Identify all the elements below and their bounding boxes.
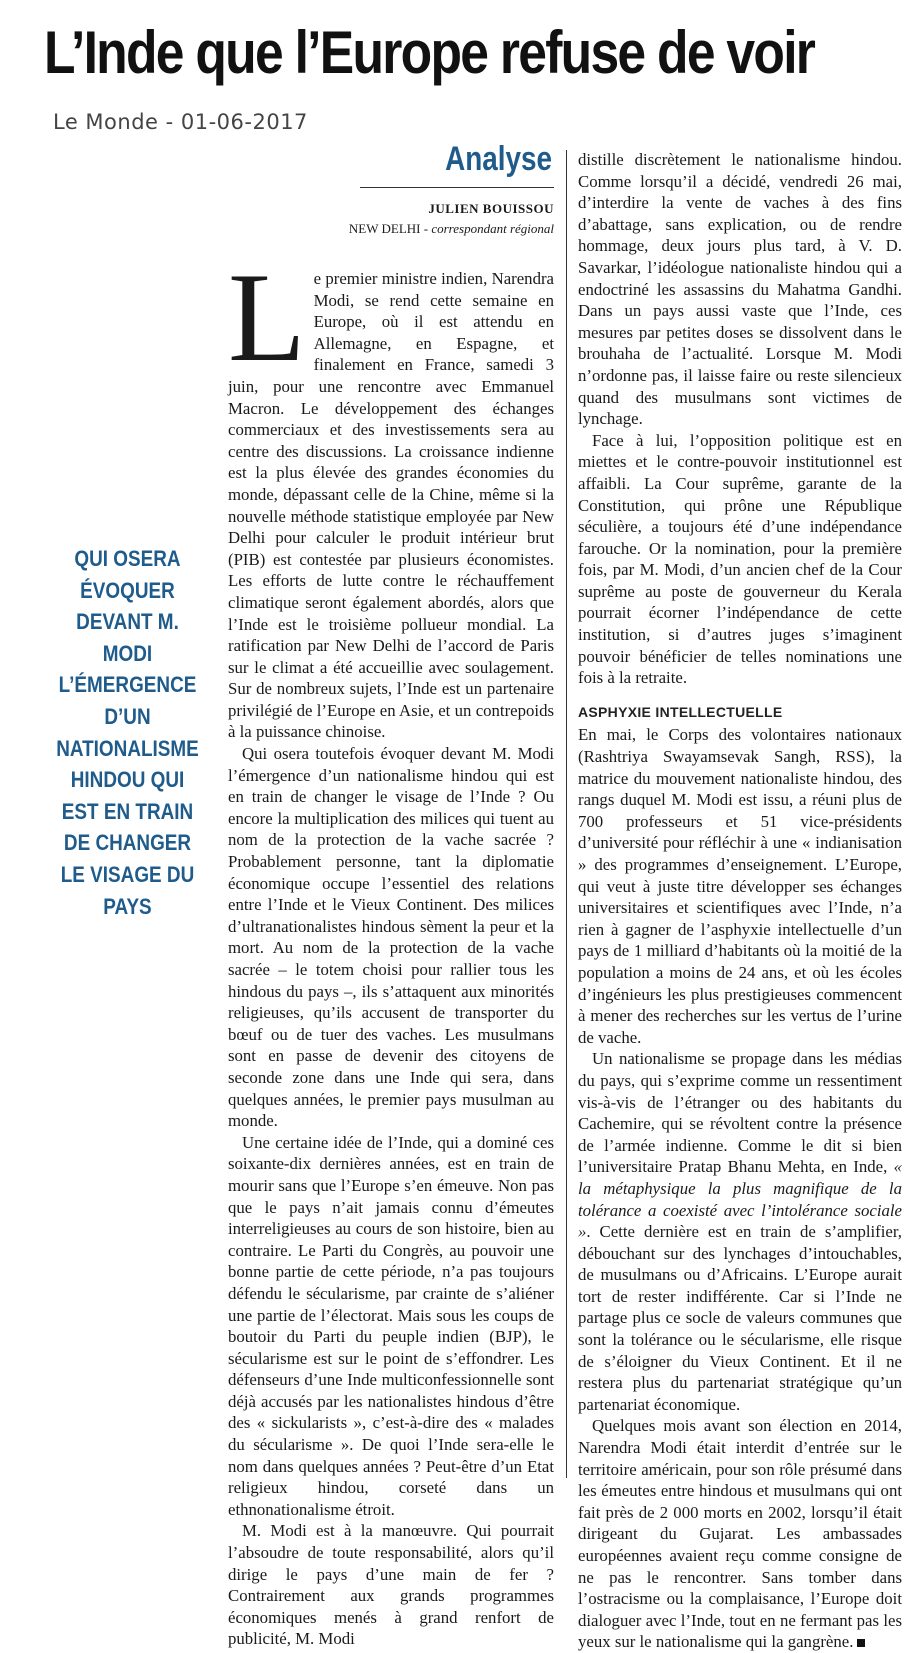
paragraph: distille discrètement le nationalisme hindou. Comme lorsqu’il a décidé, vendredi 26 mai, d’interdire la vente de vaches à des fins d’abattage, sans explication, ou de rendre hommage, deux jours plus tard, à V. D. Savarkar, l’idéologue nationaliste hindou qui a endoctriné les assassins du Mahatma Gandhi. Dans un pays aussi vaste que l’Inde, ces mesures par petites doses se dissolvent dans le brouhaha de l’actualité. Lorsque M. Modi n’ordonne pas, il laisse faire ou reste silencieux quand des musulmans sont victimes de lynchage. xyxy=(578,150,902,429)
dateline-role: correspondant régional xyxy=(431,221,554,236)
rubric-divider xyxy=(360,187,554,188)
paragraph: M. Modi est à la manœuvre. Qui pourrait l’absoudre de toute responsabilité, alors qu’il dirige le pays d’une main de fer ? Contrairement aux grands programmes économiques menés à grand renfort de publicité, M. Modi xyxy=(228,1521,554,1649)
end-mark-icon xyxy=(857,1639,865,1647)
dateline xyxy=(280,221,554,237)
paragraph xyxy=(578,1415,902,1653)
article-column-2 xyxy=(578,149,902,1653)
article-column-1 xyxy=(228,248,554,1650)
section-rubric: Analyse xyxy=(445,140,552,178)
paragraph: Qui osera toutefois évoquer devant M. Modi l’émergence d’un nationalisme hindou qui est en train de changer le visage de l’Inde ? Ou encore la multiplication des milices qui tuent au nom de la protection de la vache sacrée ? Probablement personne, tant la diplomatie économique occupe l’essentiel des relations entre l’Inde et le Vieux Continent. Des milices d’ultranationalistes hindous sèment la peur et la mort. Au nom de la protection de la vache sacrée – le totem choisi pour rallier tous les hindous du pays –, ils s’attaquent aux minorités religieuses, qu’ils accusent de transporter du bœuf ou de tuer des vaches. Les musulmans sont en passe de devenir des citoyens de seconde zone dans une Inde qui sera, dans quelques années, le premier pays musulman au monde. xyxy=(228,744,554,1131)
paragraph-text: . Cette dernière est en train de s’amplifier, débouchant sur des lynchages d’intouchables, de musulmans ou d’Africains. L’Europe aurait tort de rester indifférente. Car si l’Inde ne partage plus ce socle de valeurs communes que sont la tolérance ou le sécularisme, elle risque de s’éloigner du Vieux Continent. Et il ne restera plus du partenariat stratégique qu’un partenariat économique. xyxy=(578,1222,902,1414)
quotation: « la métaphysique la plus magnifique de la tolérance a coexisté avec l’intolérance sociale » xyxy=(578,1157,902,1242)
paragraph: Une certaine idée de l’Inde, qui a dominé ces soixante-dix dernières années, est en train de mourir sans que l’Europe s’en émeuve. Non pas que le pays n’ait jamais connu d’émeutes interreligieuses au cours de son histoire, bien au contraire. Le Parti du Congrès, au pouvoir une bonne partie de cette période, n’a pas toujours défendu le sécularisme, par crainte de s’aliéner une partie de l’électorat. Mais sous les coups de boutoir du Parti du peuple indien (BJP), le sécularisme est sur le point de s’effondrer. Les défenseurs d’une Inde multiconfessionnelle sont déjà accusés par les nationalistes hindous d’être des « sickularists », c’est-à-dire des « malades du sécularisme ». De quoi l’Inde sera-elle le nom dans quelques années ? Peut-être d’un Etat religieux hindou, corseté dans un ethnonationalisme étroit. xyxy=(228,1132,554,1519)
author-byline: JULIEN BOUISSOU xyxy=(428,201,554,216)
paragraph-text: Un nationalisme se propage dans les médias du pays, qui s’exprime comme un ressentiment vis-à-vis de l’étranger ou des habitants du Cachemire, qui se révoltent contre la présence de l’armée indienne. Comme le dit si bien l’universitaire Pratap Bhanu Mehta, en Inde, xyxy=(578,1049,902,1177)
paragraph: En mai, le Corps des volontaires nationaux (Rashtriya Swayamsevak Sangh, RSS), la matrice du mouvement nationaliste hindou, des rangs duquel M. Modi est issu, a réuni plus de 700 professeurs et 51 vice-présidents d’université pour réfléchir à une « indianisation » des programmes d’enseignement. L’Europe, qui veut à juste titre développer ses échanges universitaires et scientifiques avec l’Inde, n’a rien à gagner de l’asphyxie intellectuelle d’un pays de 1 milliard d’habitants où la moitié de la population a moins de 24 ans, et où les écoles d’ingénieurs les plus prestigieuses commencent à mener des recherches sur les vertus de l’urine de vache. xyxy=(578,725,902,1047)
column-divider xyxy=(566,150,567,1478)
paragraph-text: Quelques mois avant son élection en 2014, Narendra Modi était interdit d’entrée sur le territoire américain, pour son rôle présumé dans les émeutes entre hindous et musulmans qui ont fait près de 2 000 morts en 2002, lorsqu’il était dirigeant du Gujarat. Les ambassades européennes avaient reçu comme consigne de ne pas le rencontrer. Sans tomber dans l’ostracisme ou la complaisance, l’Europe doit dialoguer avec l’Inde, tout en ne fermant pas les yeux sur le nationalisme qui la gangrène. xyxy=(578,1416,902,1652)
paragraph xyxy=(578,1048,902,1415)
drop-cap: L xyxy=(228,248,306,388)
paragraph: Face à lui, l’opposition politique est en miettes et le contre-pouvoir institutionnel est affaibli. La Cour suprême, garante de la Constitution, qui prône une République séculière, a toujours été d’une indépendance farouche. Or la nomination, pour la première fois, par M. Modi, d’un ancien chef de la Cour suprême au poste de gouverneur du Kerala pourrait écorner l’indépendance de cette institution, si d’autres juges s’imaginent pouvoir bénéficier de telles nominations une fois à la retraite. xyxy=(578,430,902,688)
headline: L’Inde que l’Europe refuse de voir xyxy=(44,19,815,86)
paragraph: e premier ministre indien, Narendra Modi, se rend cette semaine en Europe, où il est attendu en Allemagne, en Espagne, et finalement en France, samedi 3 juin, pour une rencontre avec Emmanuel Macron. Le développement des échanges commerciaux et des investissements sera au centre des discussions. La croissance indienne est la plus élevée des grandes économies du monde, dépassant celle de la Chine, même si la nouvelle méthode statistique employée par New Delhi pour calculer le produit intérieur brut (PIB) est contestée par plusieurs économistes. Les efforts de lutte contre le réchauffement climatique seront également abordés, alors que l’Inde est le troisième pollueur mondial. La ratification par New Delhi de l’accord de Paris sur le climat a été accueillie avec soulagement. Sur de nombreux sujets, l’Inde est un partenaire privilégié de l’Europe en Asie, et un contrepoids à la puissance chinoise. xyxy=(228,269,554,742)
source-line: Le Monde - 01-06-2017 xyxy=(53,110,308,134)
pull-quote: QUI OSERA ÉVOQUER DEVANT M. MODI L’ÉMERGENCE D’UN NATIONALISME HINDOU QUI EST EN TRAIN DE CHANGER LE VISAGE DU PAYS xyxy=(56,546,199,919)
subheading: ASPHYXIE INTELLECTUELLE xyxy=(578,703,783,720)
dateline-place: NEW DELHI - xyxy=(348,221,429,236)
